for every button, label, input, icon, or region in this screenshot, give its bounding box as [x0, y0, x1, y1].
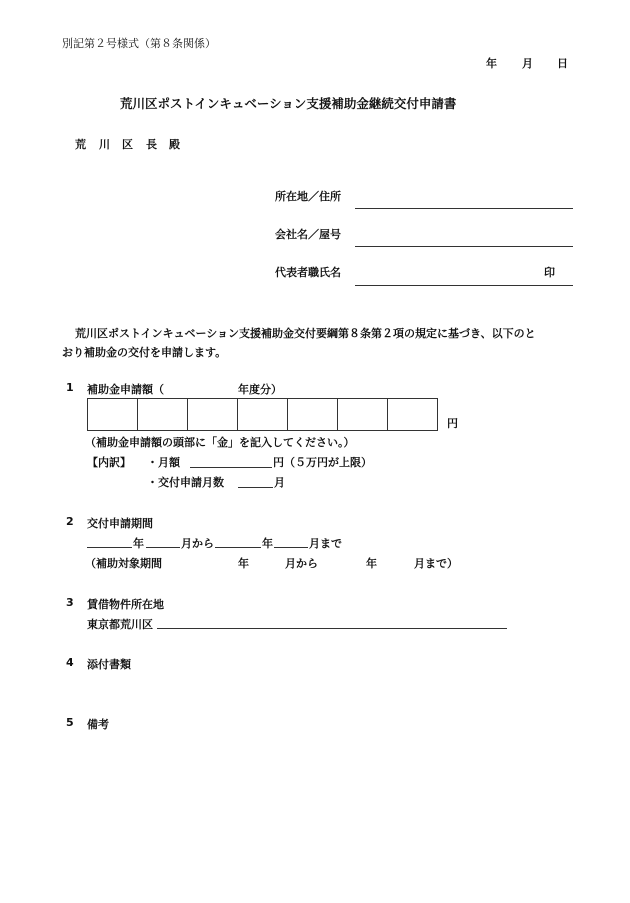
form-number-header: 別記第２号様式（第８条関係）: [62, 37, 216, 50]
section-2-number: 2: [66, 515, 74, 528]
section-4-label: 添付書類: [87, 658, 131, 671]
amount-digit-box[interactable]: [188, 399, 238, 431]
months-label: ・交付申請月数: [147, 476, 224, 489]
representative-label: 代表者職氏名: [275, 266, 341, 279]
start-year-unit: 年: [133, 537, 144, 550]
section-2-label: 交付申請期間: [87, 517, 153, 530]
date-year: 年: [486, 57, 497, 70]
property-address-field[interactable]: [157, 628, 507, 629]
monthly-amount-field[interactable]: [190, 467, 272, 468]
section-4-number: 4: [66, 656, 74, 669]
address-field[interactable]: [355, 208, 573, 209]
seal-mark: 印: [544, 266, 555, 279]
start-month-unit: 月から: [181, 537, 214, 550]
address-label: 所在地／住所: [275, 190, 341, 203]
section-1-fiscal-year: 年度分）: [238, 383, 282, 396]
end-year-field[interactable]: [215, 547, 261, 548]
section-5-label: 備考: [87, 718, 109, 731]
amount-digit-box[interactable]: [138, 399, 188, 431]
monthly-label: ・月額: [147, 456, 180, 469]
target-until: 月まで）: [414, 557, 458, 570]
document-title: 荒川区ポストインキュベーション支援補助金継続交付申請書: [120, 96, 457, 111]
addressee-char: 荒: [75, 138, 86, 151]
property-prefix: 東京都荒川区: [87, 618, 153, 631]
amount-digit-box[interactable]: [388, 399, 438, 431]
amount-digit-box[interactable]: [238, 399, 288, 431]
amount-digit-box[interactable]: [338, 399, 388, 431]
addressee-char: 殿: [169, 138, 180, 151]
addressee-char: 長: [146, 138, 157, 151]
target-period-label: （補助対象期間: [85, 557, 162, 570]
target-year-2: 年: [366, 557, 377, 570]
end-month-unit: 月まで: [309, 537, 342, 550]
intro-line-1: 荒川区ポストインキュベーション支援補助金交付要綱第８条第２項の規定に基づき、以下のと: [75, 327, 536, 340]
amount-boxes: [87, 398, 438, 431]
company-label: 会社名／屋号: [275, 228, 341, 241]
section-1-number: 1: [66, 381, 74, 394]
start-month-field[interactable]: [146, 547, 180, 548]
breakdown-label: 【内訳】: [87, 456, 131, 469]
months-field[interactable]: [238, 487, 273, 488]
section-5-number: 5: [66, 716, 74, 729]
amount-note: （補助金申請額の頭部に「金」を記入してください。）: [85, 436, 355, 449]
date-day: 日: [557, 57, 568, 70]
yen-unit: 円: [447, 417, 458, 430]
amount-digit-box[interactable]: [88, 399, 138, 431]
addressee-char: 区: [122, 138, 133, 151]
target-year-1: 年: [238, 557, 249, 570]
target-from: 月から: [285, 557, 318, 570]
section-3-number: 3: [66, 596, 74, 609]
company-field[interactable]: [355, 246, 573, 247]
addressee-char: 川: [99, 138, 110, 151]
amount-digit-box[interactable]: [288, 399, 338, 431]
end-month-field[interactable]: [274, 547, 308, 548]
start-year-field[interactable]: [87, 547, 132, 548]
section-3-label: 賃借物件所在地: [87, 598, 164, 611]
representative-field[interactable]: [355, 285, 573, 286]
monthly-suffix: 円（５万円が上限）: [273, 456, 372, 469]
end-year-unit: 年: [262, 537, 273, 550]
intro-line-2: おり補助金の交付を申請します。: [62, 346, 227, 359]
section-1-label: 補助金申請額（: [87, 383, 164, 396]
months-suffix: 月: [274, 476, 285, 489]
date-month: 月: [522, 57, 533, 70]
